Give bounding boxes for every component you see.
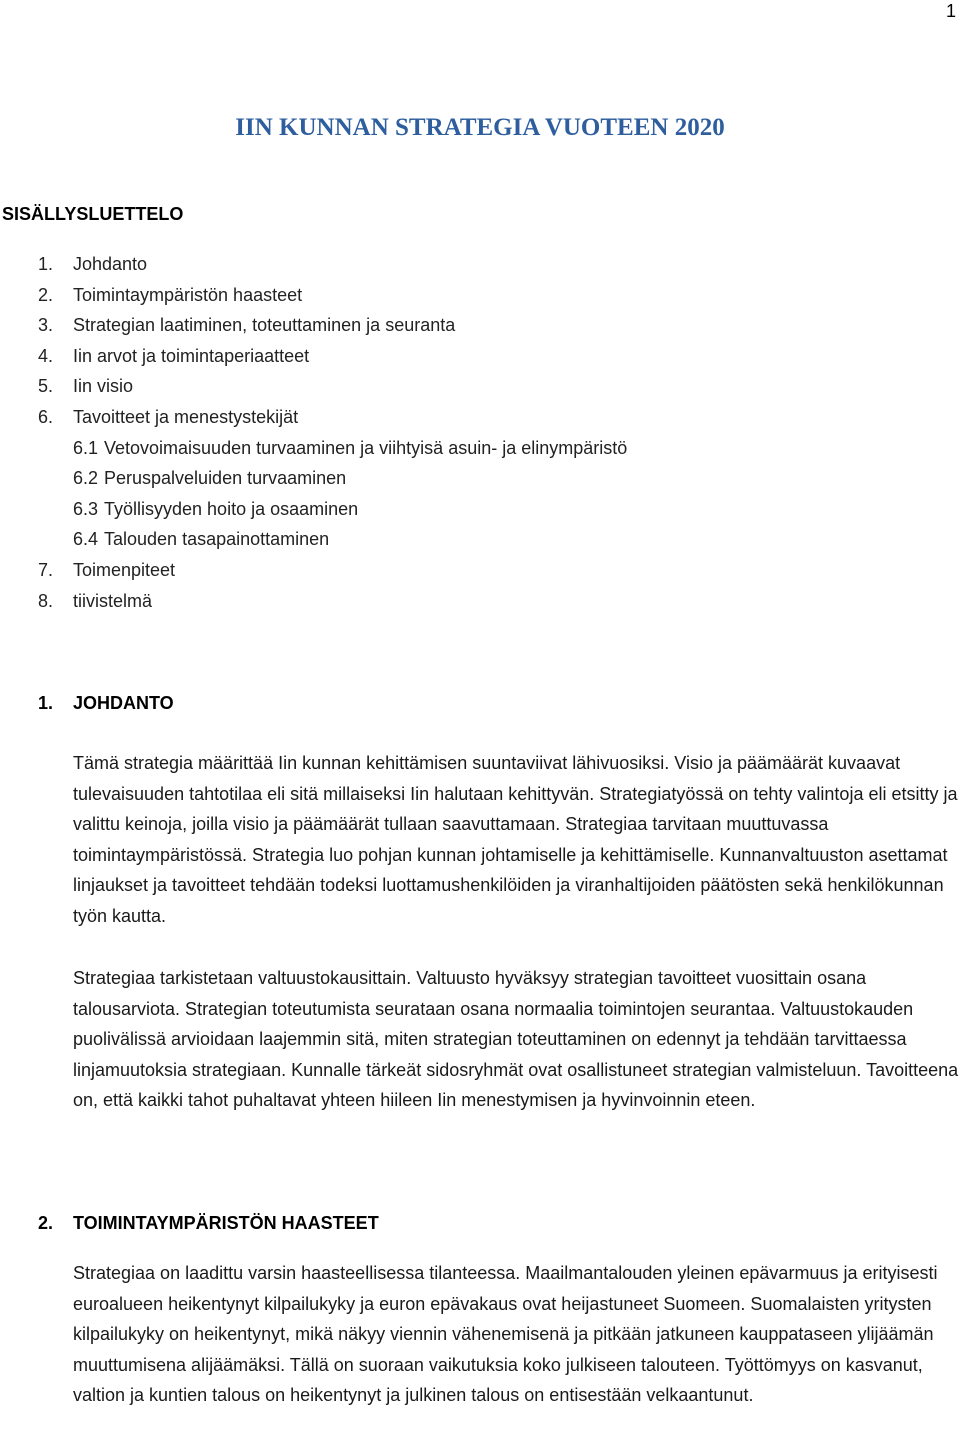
toc-item-label: Vetovoimaisuuden turvaaminen ja viihtyisä asuin- ja elinympäristö [104,437,628,458]
toc-item-number: 6.3 [73,498,99,519]
toc-item-6-1[interactable] [38,433,627,464]
section-heading-toimintaympariston-haasteet [38,1211,379,1235]
toc-item-3[interactable] [38,310,627,341]
toc-item-7[interactable] [38,555,627,586]
toc-item-number: 8. [38,590,54,611]
section-title: TOIMINTAYMPÄRISTÖN HAASTEET [73,1213,379,1233]
toc-item-label: Strategian laatiminen, toteuttaminen ja seuranta [73,315,456,336]
toc-item-label: Tavoitteet ja menestystekijät [73,406,299,427]
section-heading-johdanto [38,691,174,715]
toc-item-number: 6.1 [73,437,99,458]
toc-item-number: 1. [38,254,54,274]
section-number: 1. [38,693,54,713]
toc-item-label: Työllisyyden hoito ja osaaminen [104,498,359,519]
toc-item-number: 6.4 [73,529,99,550]
toc-item-label: Johdanto [73,254,148,274]
section-title: JOHDANTO [73,693,174,713]
toc-item-8[interactable] [38,586,627,617]
toc-item-2[interactable] [38,280,627,311]
toc-item-6-3[interactable] [38,494,627,525]
toc-item-number: 6.2 [73,468,99,489]
toc-item-label: Iin visio [73,376,134,397]
table-of-contents [38,249,627,616]
toc-item-5[interactable] [38,371,627,402]
toc-item-label: Toimintaympäristön haasteet [73,284,303,305]
toc-item-6-4[interactable] [38,524,627,555]
toc-item-label: Peruspalveluiden turvaaminen [104,468,347,489]
toc-item-1[interactable] [38,249,627,280]
toc-item-4[interactable] [38,341,627,372]
paragraph: Tämä strategia määrittää Iin kunnan kehittämisen suuntaviivat lähivuosiksi. Visio ja päämäärät kuvaavat tulevaisuuden tahtotilaa eli sitä millaiseksi Iin halutaan kehittyvän. Strategiatyössä on tehty valintoja eli etsitty ja valittu keinoja, joilla visio ja päämäärät tullaan saavuttamaan. Strategiaa tarvitaan muuttuvassa toimintaympäristössä. Strategia luo pohjan kunnan johtamiselle ja kehittämiselle. Kunnanvaltuuston asettamat linjaukset ja tavoitteet tehdään todeksi luottamushenkilöiden ja viranhaltijoiden päätösten sekä henkilökunnan työn kautta. [73,753,958,926]
toc-item-label: Iin arvot ja toimintaperiaatteet [73,345,310,366]
document-title: IIN KUNNAN STRATEGIA VUOTEEN 2020 [235,114,725,141]
toc-item-number: 2. [38,284,54,305]
page-number: 1 [945,1,956,21]
section-number: 2. [38,1213,54,1233]
toc-item-label: tiivistelmä [73,590,153,611]
toc-item-number: 3. [38,315,54,336]
toc-item-number: 4. [38,345,54,366]
toc-item-label: Talouden tasapainottaminen [104,529,330,550]
toc-item-6[interactable] [38,402,627,433]
paragraph: Strategiaa tarkistetaan valtuustokausittain. Valtuusto hyväksyy strategian tavoitteet vuosittain osana talousarviota. Strategian toteutumista seurataan osana normaalia toimintojen seurantaa. Valtuustokauden puolivälissä arvioidaan laajemmin sitä, miten strategian toteuttaminen on edennyt ja tehdään tarvittaessa linjamuutoksia strategiaan. Kunnalle tärkeät sidosryhmät ovat osallistuneet strategian valmisteluun. Tavoitteena on, että kaikki tahot puhaltavat yhteen hiileen Iin menestymisen ja hyvinvoinnin eteen. [73,968,959,1110]
toc-item-number: 6. [38,406,54,427]
toc-item-number: 7. [38,559,54,580]
toc-item-number: 5. [38,376,54,397]
toc-item-label: Toimenpiteet [73,559,176,580]
toc-heading: SISÄLLYSLUETTELO [2,204,184,224]
paragraph: Strategiaa on laadittu varsin haasteellisessa tilanteessa. Maailmantalouden yleinen epävarmuus ja erityisesti euroalueen heikentynyt kilpailukyky ja euron epävakaus ovat heijastuneet Suomeen. Suomalaisten yritysten kilpailukyky on heikentynyt, mikä näkyy viennin vähenemisenä ja pitkään jatkuneen kauppataseen ylijäämän muuttumisena alijäämäksi. Tällä on suoraan vaikutuksia koko julkiseen talouteen. Työttömyys on kasvanut, valtion ja kuntien talous on heikentynyt ja julkinen talous on entisestään velkaantunut. [73,1263,938,1405]
toc-item-6-2[interactable] [38,463,627,494]
